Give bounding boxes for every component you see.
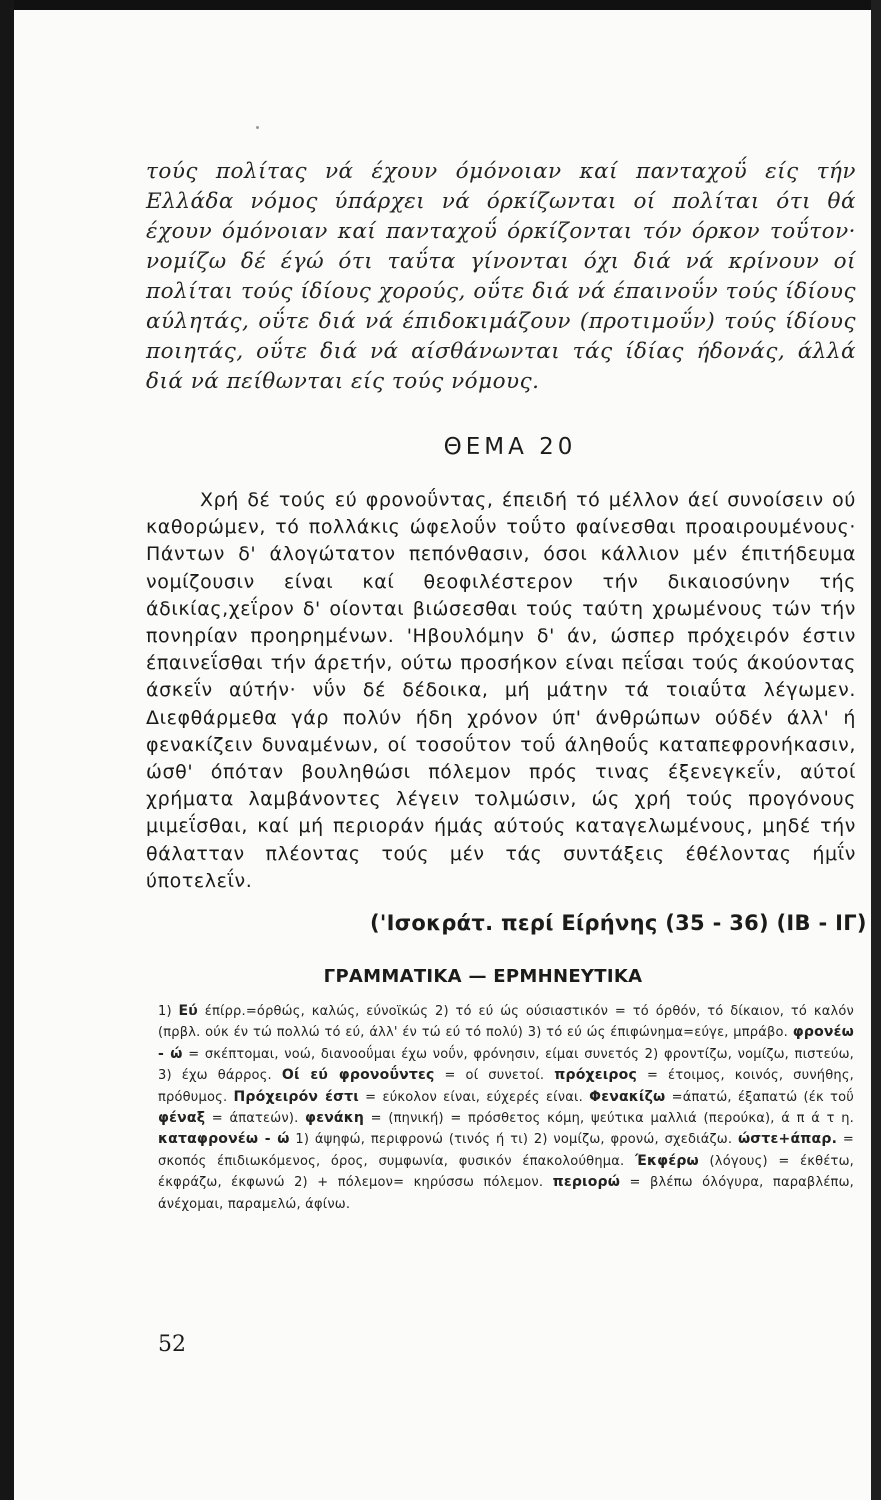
- note-text: =άπατώ, έξαπατώ (έκ τοΰ: [665, 1089, 854, 1105]
- note-term: Πρόχειρόν έστι: [233, 1088, 359, 1105]
- note-text: = βλέπω όλόγυρα, παραβλέπω, άνέχομαι, παραμελώ, άφίνω.: [158, 1175, 854, 1212]
- note-term: φενάκη: [305, 1110, 365, 1127]
- note-text: = σκέπτομαι, νοώ, διανοοΰμαι έχω νοΰν, φρόνησιν, είμαι συνετός 2) φροντίζω, νομίζω, πιστεύω, 3) έχω θάρρος.: [158, 1046, 855, 1084]
- note-term: Φενακίζω: [589, 1088, 666, 1105]
- note-term: Έκφέρω: [634, 1152, 699, 1169]
- note-term: Οί εύ φρονοΰντες: [281, 1067, 435, 1084]
- note-text: = άπατεών).: [205, 1111, 306, 1127]
- scan-edge-right: [871, 0, 881, 1500]
- note-text: = (πηνική) = πρόσθετος κόμη, ψεύτικα μαλλιά (περούκα), ά π ά τ η.: [364, 1111, 854, 1127]
- theme-title: ΘΕΜΑ 20: [443, 434, 577, 460]
- scan-speck: [256, 126, 259, 129]
- note-text: έπίρρ.=όρθώς, καλώς, εύνοϊκώς 2) τό εύ ώς ούσιαστικόν = τό όρθόν, τό δίκαιον, τό καλόν (πρβλ. ούκ έν τώ πολλώ τό εύ, άλλ' έν τώ εύ τό πολύ) 3) τό εύ ώς έπιφώνημα=εύγε, μπράβο.: [158, 1004, 855, 1041]
- note-text: = έτοιμος, κοινός, συνήθης, πρόθυμος.: [158, 1068, 854, 1105]
- note-term: καταφρονέω - ώ: [158, 1131, 290, 1148]
- page-number: 52: [158, 1332, 186, 1357]
- note-term: ώστε+άπαρ.: [737, 1131, 838, 1148]
- note-text: = οί συνετοί.: [434, 1068, 555, 1084]
- note-term: φέναξ: [158, 1110, 206, 1127]
- source-citation: ('Ισοκράτ. περί Είρήνης (35 - 36) (ΙΒ - ΙΓ): [370, 911, 867, 935]
- note-term: Εύ: [178, 1003, 198, 1019]
- note-text: 1) άψηφώ, περιφρονώ (τινός ή τι) 2) νομίζω, φρονώ, σχεδιάζω.: [289, 1132, 738, 1148]
- note-text: = σκοπός έπιδιωκόμενος, όρος, συμφωνία, φυσικόν έπακολούθημα.: [158, 1132, 854, 1169]
- note-text: 1): [158, 1004, 179, 1019]
- scan-edge-left: [0, 0, 14, 1500]
- note-term: περιορώ: [552, 1174, 621, 1191]
- grammar-section-title: ΓΡΑΜΜΑΤΙΚΑ — ΕΡΜΗΝΕΥΤΙΚΑ: [323, 966, 643, 987]
- note-term: πρόχειρος: [554, 1067, 637, 1084]
- grammar-notes: [158, 1001, 854, 1215]
- scan-edge-top: [0, 0, 881, 10]
- note-text: (λόγους) = έκθέτω, έκφράζω, έκφωνώ 2) + πόλεμον= κηρύσσω πόλεμον.: [158, 1153, 854, 1191]
- note-term: φρονέω - ώ: [158, 1024, 854, 1062]
- intro-translation-passage: τούς πολίτας νά έχουν όμόνοιαν καί πανταχοΰ είς τήν Ελλάδα νόμος ύπάρχει νά όρκίζωνται οί πολίται ότι θά έχουν όμόνοιαν καί πανταχοΰ όρκίζονται τόν όρκον τοΰτον· νομίζω δέ έγώ ότι ταΰτα γίνονται όχι διά νά κρίνουν οί πολίται τούς ίδίους χορούς, οΰτε διά νά έπαινοΰν τούς ίδίους αύλητάς, οΰτε διά νά έπιδοκιμάζουν (προτιμοΰν) τούς ίδίους ποιητάς, οΰτε διά νά αίσθάνωνται τάς ίδίας ήδονάς, άλλά διά νά πείθωνται είς τούς νόμους.: [146, 159, 856, 394]
- greek-passage-text: Χρή δέ τούς εύ φρονοΰντας, έπειδή τό μέλλον άεί συνοίσειν ού καθορώμεν, τό πολλάκις ώφελοΰν τοΰτο φαίνεσθαι προαιρουμένους· Πάντων δ' άλογώτατον πεπόνθασιν, όσοι κάλλιον μέν έπιτήδευμα νομίζουσιν είναι καί θεοφιλέστερον τήν δικαιοσύνην τής άδικίας,χεΐρον δ' οίονται βιώσεσθαι τούς ταύτη χρωμένους τών τήν πονηρίαν προηρημένων. 'Ηβουλόμην δ' άν, ώσπερ πρόχειρόν έστιν έπαινεΐσθαι τήν άρετήν, ούτω προσήκον είναι πεΐσαι τούς άκούοντας άσκεΐν αύτήν· νΰν δέ δέδοικα, μή μάτην τά τοιαΰτα λέγωμεν. Διεφθάρμεθα γάρ πολύν ήδη χρόνον ύπ' άνθρώπων ούδέν άλλ' ή φενακίζειν δυναμένων, οί τοσοΰτον τοΰ άληθοΰς καταπεφρονήκασιν, ώσθ' όπόταν βουληθώσι πόλεμον πρός τινας έξενεγκεΐν, αύτοί χρήματα λαμβάνοντες λέγειν τολμώσιν, ώς χρή τούς προγόνους μιμεΐσθαι, καί μή περιοράν ήμάς αύτούς καταγελωμένους, μηδέ τήν θάλατταν πλέοντας τούς μέν τάς συντάξεις έθέλοντας ήμΐν ύποτελεΐν.: [146, 489, 856, 892]
- ancient-greek-passage: [146, 487, 856, 895]
- note-text: = εύκολον είναι, εύχερές είναι.: [358, 1089, 590, 1105]
